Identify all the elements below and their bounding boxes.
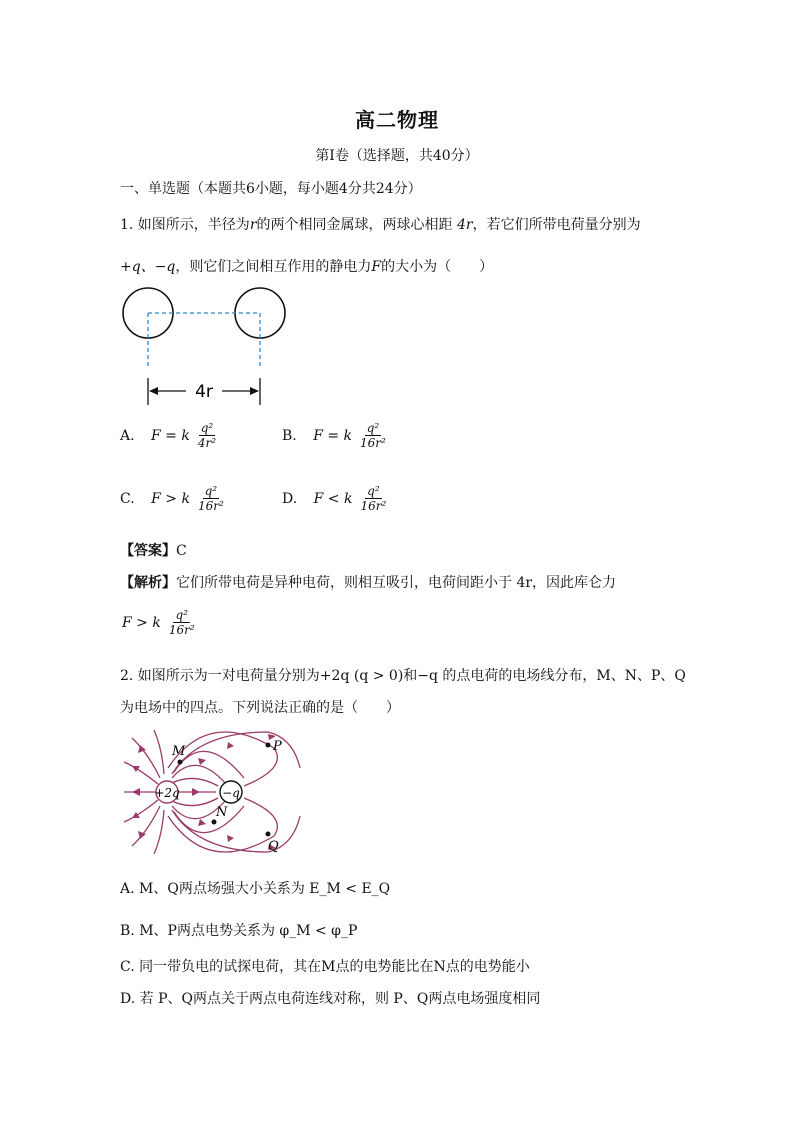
distance-label: 4r	[195, 382, 213, 402]
point-q-dot	[266, 832, 271, 837]
q2-line1: 2. 如图所示为一对电荷量分别为+2q (q > 0)和−q 的点电荷的电场线分布，M、N、P、Q	[120, 668, 686, 684]
q2-option-a[interactable]: A. M、Q两点场强大小关系为 E_M < E_Q	[120, 881, 391, 897]
q1-analysis-formula: F > k $\frac{\text{q²}}{\text{16r²}}$	[122, 608, 195, 637]
page-title: 高二物理	[355, 108, 439, 132]
q2-field-lines-diagram	[118, 728, 308, 856]
point-n-dot	[212, 820, 217, 825]
q1-analysis: 【解析】它们所带电荷是异种电荷，则相互吸引，电荷间距小于 4r，因此库仑力	[120, 575, 617, 591]
q1-line2: +q、−q，则它们之间相互作用的静电力F的大小为（ ）	[120, 259, 494, 275]
point-m-label: M	[172, 744, 186, 759]
q1-option-a[interactable]: A. F = k $\frac{\text{q²}}{\text{4r²}}$	[120, 421, 217, 450]
q2-option-b[interactable]: B. M、P两点电势关系为 φ_M < φ_P	[120, 923, 358, 939]
dashed-guides	[148, 313, 260, 368]
q1-spheres-diagram	[118, 280, 298, 410]
positive-charge-label: +2q	[154, 786, 180, 800]
point-q-label: Q	[268, 839, 279, 854]
point-p-dot	[266, 743, 271, 748]
negative-charge-label: −q	[222, 786, 240, 800]
point-m-dot	[178, 760, 183, 765]
section-heading: 一、单选题（本题共6小题，每小题4分共24分）	[120, 181, 422, 197]
point-p-label: P	[273, 739, 282, 754]
q1-option-b[interactable]: B. F = k $\frac{\text{q²}}{\text{16r²}}$	[282, 421, 386, 450]
q1-answer: 【答案】C	[120, 543, 187, 559]
q2-option-d[interactable]: D. 若 P、Q两点关于两点电荷连线对称，则 P、Q两点电场强度相同	[120, 991, 541, 1007]
section-subtitle: 第Ⅰ卷（选择题，共40分）	[315, 148, 479, 164]
q1-option-c[interactable]: C. F > k $\frac{\text{q²}}{\text{16r²}}$	[120, 484, 224, 513]
point-n-label: N	[216, 805, 228, 820]
q2-option-c[interactable]: C. 同一带负电的试探电荷，其在M点的电势能比在N点的电势能小	[120, 959, 530, 975]
q2-line2: 为电场中的四点。下列说法正确的是（ ）	[120, 700, 400, 716]
q1-line1: 1. 如图所示，半径为r的两个相同金属球，两球心相距 4r，若它们所带电荷量分别为	[120, 217, 641, 233]
q1-option-d[interactable]: D. F < k $\frac{\text{q²}}{\text{16r²}}$	[282, 484, 387, 513]
